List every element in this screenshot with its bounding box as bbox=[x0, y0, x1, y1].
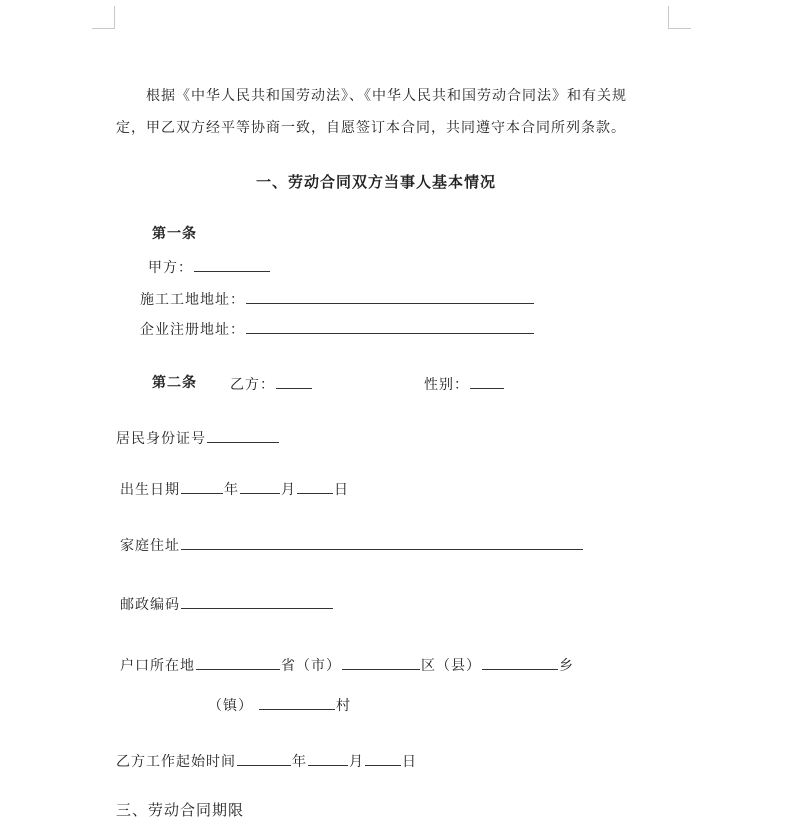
article-1-title: 第一条 bbox=[152, 226, 197, 242]
party-a-input[interactable] bbox=[194, 257, 270, 272]
start-time-row bbox=[116, 751, 417, 772]
site-address-label: 施工工地地址： bbox=[140, 292, 245, 308]
page-corner-mark-right bbox=[668, 6, 691, 29]
start-day-unit: 日 bbox=[402, 754, 417, 770]
start-year-input[interactable] bbox=[237, 751, 291, 766]
id-number-label: 居民身份证号 bbox=[116, 431, 206, 447]
postcode-input[interactable] bbox=[181, 594, 333, 609]
registered-address-label: 企业注册地址： bbox=[140, 322, 245, 338]
site-address-input[interactable] bbox=[246, 289, 534, 304]
gender-label: 性别： bbox=[424, 377, 469, 393]
home-address-input[interactable] bbox=[181, 535, 583, 550]
start-time-label: 乙方工作起始时间 bbox=[116, 754, 236, 770]
postcode-row bbox=[120, 594, 334, 615]
start-day-input[interactable] bbox=[365, 751, 401, 766]
hukou-town-row bbox=[208, 695, 351, 716]
id-number-input[interactable] bbox=[207, 428, 279, 443]
hukou-town-input[interactable] bbox=[259, 695, 335, 710]
registered-address-input[interactable] bbox=[246, 319, 534, 334]
gender-row bbox=[424, 374, 505, 395]
page-corner-mark-left bbox=[92, 6, 115, 29]
hukou-district-input[interactable] bbox=[342, 655, 420, 670]
birth-year-unit: 年 bbox=[224, 482, 239, 498]
hukou-label: 户口所在地 bbox=[120, 658, 195, 674]
gender-input[interactable] bbox=[470, 374, 504, 389]
hukou-province-unit: 省（市） bbox=[281, 658, 341, 674]
hukou-district-unit: 区（县） bbox=[421, 658, 481, 674]
section-3-heading: 三、劳动合同期限 bbox=[116, 801, 245, 819]
home-address-label: 家庭住址 bbox=[120, 538, 180, 554]
article-2-title: 第二条 bbox=[152, 375, 197, 391]
party-b-row bbox=[230, 374, 313, 395]
registered-address-row bbox=[140, 319, 535, 340]
home-address-row bbox=[120, 535, 584, 556]
start-year-unit: 年 bbox=[292, 754, 307, 770]
birth-year-input[interactable] bbox=[181, 479, 223, 494]
hukou-province-input[interactable] bbox=[196, 655, 280, 670]
birth-day-unit: 日 bbox=[334, 482, 349, 498]
hukou-town-unit: （镇） bbox=[208, 698, 253, 714]
intro-line-2: 定，甲乙双方经平等协商一致，自愿签订本合同，共同遵守本合同所列条款。 bbox=[116, 120, 626, 136]
birth-date-label: 出生日期 bbox=[120, 482, 180, 498]
hukou-row bbox=[120, 655, 574, 676]
start-month-input[interactable] bbox=[308, 751, 348, 766]
party-b-label: 乙方： bbox=[230, 377, 275, 393]
birth-date-row bbox=[120, 479, 349, 500]
birth-month-input[interactable] bbox=[240, 479, 280, 494]
hukou-township-input[interactable] bbox=[482, 655, 558, 670]
hukou-village-unit: 村 bbox=[336, 698, 351, 714]
birth-month-unit: 月 bbox=[281, 482, 296, 498]
hukou-township-unit: 乡 bbox=[559, 658, 574, 674]
party-b-input[interactable] bbox=[276, 374, 312, 389]
id-number-row bbox=[116, 428, 280, 449]
intro-line-1: 根据《中华人民共和国劳动法》、《中华人民共和国劳动合同法》和有关规 bbox=[146, 88, 627, 104]
party-a-row bbox=[148, 257, 271, 278]
section-1-heading: 一、劳动合同双方当事人基本情况 bbox=[256, 173, 497, 191]
postcode-label: 邮政编码 bbox=[120, 597, 180, 613]
party-a-label: 甲方： bbox=[148, 260, 193, 276]
start-month-unit: 月 bbox=[349, 754, 364, 770]
birth-day-input[interactable] bbox=[297, 479, 333, 494]
site-address-row bbox=[140, 289, 535, 310]
